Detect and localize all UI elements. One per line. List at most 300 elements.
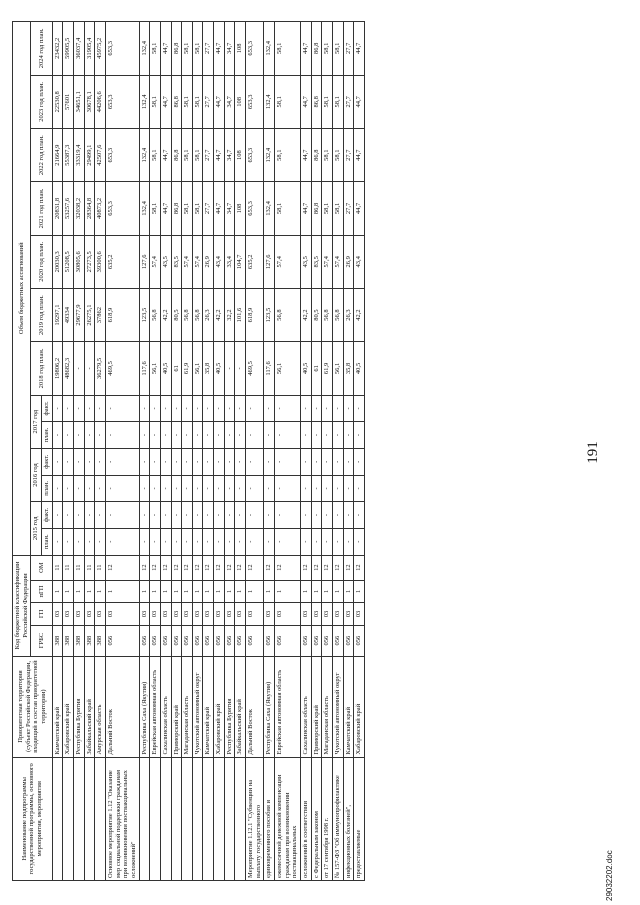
value-cell: 34,7 [224,22,235,76]
value-cell: - [105,448,139,475]
value-cell: - [95,395,106,422]
pgp-cell: 1 [311,580,322,602]
value-cell: - [214,448,225,475]
program-cell [150,757,161,880]
value-cell: - [139,502,150,529]
value-cell: - [275,502,301,529]
pgp-cell: 1 [150,580,161,602]
value-cell: 45975,2 [95,22,106,76]
value-cell: - [322,422,333,449]
om-cell: 12 [192,555,203,580]
program-cell: с Федеральным законом [311,757,322,880]
value-cell: 58,1 [333,75,344,128]
value-cell: - [301,502,312,529]
value-cell: 61,9 [322,342,333,395]
value-cell: - [192,448,203,475]
territory-cell: Амурская область [95,656,106,757]
value-cell: 26,3 [203,288,214,341]
value-cell: - [246,502,264,529]
value-cell: - [235,475,246,502]
value-cell: 42507,6 [95,129,106,182]
value-cell: - [246,395,264,422]
header-fact: факт. [41,448,52,475]
value-cell: 86,8 [171,75,182,128]
om-cell: 12 [203,555,214,580]
value-cell: - [333,475,344,502]
pgp-cell: 1 [182,580,193,602]
value-cell: - [311,475,322,502]
om-cell: 12 [246,555,264,580]
program-cell [95,757,106,880]
value-cell: 132,4 [139,22,150,76]
pgp-cell: 1 [192,580,203,602]
table-row [343,22,354,881]
value-cell: 56,8 [322,288,333,341]
value-cell: 35,8 [203,342,214,395]
header-2017: 2017 год [31,395,42,448]
value-cell: 57601 [63,75,74,128]
pgp-cell: 1 [95,580,106,602]
om-cell: 12 [264,555,275,580]
value-cell: 132,4 [264,182,275,235]
value-cell: - [95,448,106,475]
program-cell [224,757,235,880]
value-cell: 132,4 [139,182,150,235]
value-cell: - [311,502,322,529]
program-cell [84,757,95,880]
program-cell: Основное мероприятие 1.12 "Оказание мер социальной поддержки гражданам при возникновении поствакцинальных осложнений" [105,757,139,880]
value-cell: 44,7 [354,129,365,182]
program-cell [214,757,225,880]
table-row [275,22,301,881]
value-cell: - [264,475,275,502]
value-cell: - [214,502,225,529]
om-cell: 12 [224,555,235,580]
value-cell: - [203,395,214,422]
value-cell: 27,7 [343,182,354,235]
territory-cell: Республика Саха (Якутия) [139,656,150,757]
value-cell: - [235,448,246,475]
value-cell: 44,7 [214,182,225,235]
value-cell: 653,3 [105,22,139,76]
value-cell: 19297,1 [52,288,63,341]
value-cell: - [322,475,333,502]
value-cell: - [322,502,333,529]
program-cell [52,757,63,880]
territory-cell: Сахалинская область [160,656,171,757]
value-cell: 27,7 [343,22,354,76]
value-cell: - [275,528,301,555]
pgp-cell: 1 [84,580,95,602]
value-cell: - [105,395,139,422]
value-cell: 44,7 [301,75,312,128]
territory-cell: Сахалинская область [301,656,312,757]
value-cell: - [214,528,225,555]
value-cell: - [333,502,344,529]
value-cell: - [246,528,264,555]
grbs-cell: 056 [203,625,214,656]
value-cell: 27,7 [343,75,354,128]
value-cell: 58,1 [192,22,203,76]
value-cell: 40,5 [214,342,225,395]
value-cell: 123,5 [264,288,275,341]
gp-cell: 03 [63,603,74,625]
value-cell: 58,1 [150,75,161,128]
grbs-cell: 056 [333,625,344,656]
value-cell: 635,2 [105,235,139,288]
pgp-cell: 1 [354,580,365,602]
pgp-cell: 1 [203,580,214,602]
value-cell: 44206,6 [95,75,106,128]
value-cell: 86,8 [171,22,182,76]
value-cell: 36037,4 [73,22,84,76]
gp-cell: 03 [192,603,203,625]
territory-cell: Забайкальский край [235,656,246,757]
value-cell: 132,4 [264,75,275,128]
value-cell: - [224,475,235,502]
value-cell: 58,1 [192,75,203,128]
table-row [182,22,193,881]
territory-cell: Магаданская область [322,656,333,757]
value-cell: 61 [311,342,322,395]
value-cell: 33,4 [224,235,235,288]
table-row [52,22,63,881]
value-cell: 27,7 [203,75,214,128]
value-cell: 26,9 [343,235,354,288]
table-row [214,22,225,881]
gp-cell: 03 [322,603,333,625]
om-cell: 12 [301,555,312,580]
gp-cell: 03 [105,603,139,625]
value-cell: - [235,395,246,422]
value-cell: 56,8 [275,288,301,341]
program-cell [182,757,193,880]
value-cell: - [150,528,161,555]
value-cell: - [311,422,322,449]
value-cell: - [192,502,203,529]
pgp-cell: 1 [301,580,312,602]
value-cell: 42,2 [160,288,171,341]
grbs-cell: 056 [192,625,203,656]
pgp-cell: 1 [171,580,182,602]
header-2024: 2024 год план. [31,22,52,76]
value-cell: - [354,422,365,449]
gp-cell: 03 [150,603,161,625]
gp-cell: 03 [214,603,225,625]
value-cell: 56,8 [182,288,193,341]
table-row [73,22,84,881]
territory-cell: Магаданская область [182,656,193,757]
territory-cell: Еврейская автономная область [275,656,301,757]
value-cell: 32038,2 [73,182,84,235]
grbs-cell: 056 [343,625,354,656]
value-cell: 29499,1 [84,129,95,182]
table-row [105,22,139,881]
value-cell: 127,6 [139,235,150,288]
value-cell: - [203,502,214,529]
value-cell: 51208,5 [63,235,74,288]
value-cell: - [214,395,225,422]
value-cell: - [105,502,139,529]
value-cell: - [203,528,214,555]
value-cell: 123,5 [139,288,150,341]
value-cell: 58,1 [275,22,301,76]
value-cell: - [160,528,171,555]
value-cell: - [73,395,84,422]
header-2016: 2016 год [31,448,42,501]
value-cell: - [73,448,84,475]
pgp-cell: 1 [63,580,74,602]
om-cell: 12 [322,555,333,580]
header-2019: 2019 год план. [31,288,52,341]
territory-cell: Хабаровский край [354,656,365,757]
value-cell: 108 [235,75,246,128]
value-cell: - [160,475,171,502]
header-2022: 2022 год план. [31,129,52,182]
gp-cell: 03 [301,603,312,625]
om-cell: 11 [84,555,95,580]
value-cell: - [84,448,95,475]
value-cell: 27,7 [203,129,214,182]
value-cell: - [322,528,333,555]
value-cell: - [235,502,246,529]
value-cell: - [203,448,214,475]
value-cell: - [343,448,354,475]
value-cell: - [333,528,344,555]
value-cell: - [354,502,365,529]
value-cell: 44,7 [214,129,225,182]
grbs-cell: 056 [171,625,182,656]
value-cell: - [301,422,312,449]
om-cell: 11 [63,555,74,580]
value-cell: - [235,422,246,449]
value-cell: - [160,448,171,475]
value-cell: 22530,8 [52,75,63,128]
value-cell: 21664,9 [52,129,63,182]
territory-cell: Республика Бурятия [73,656,84,757]
value-cell: - [214,422,225,449]
value-cell: - [354,475,365,502]
program-cell: предоставляемые [354,757,365,880]
header-gp: ГП [31,603,52,625]
value-cell: 56,1 [150,342,161,395]
header-2018: 2018 год план. [31,342,52,395]
value-cell: 58,1 [275,75,301,128]
grbs-cell: 388 [84,625,95,656]
gp-cell: 03 [343,603,354,625]
value-cell: - [73,342,84,395]
territory-cell: Приморский край [311,656,322,757]
gp-cell: 03 [171,603,182,625]
value-cell: 34,7 [224,129,235,182]
gp-cell: 03 [224,603,235,625]
table-row [322,22,333,881]
grbs-cell: 056 [246,625,264,656]
value-cell: 132,4 [139,129,150,182]
value-cell: - [52,528,63,555]
value-cell: 39300,6 [95,235,106,288]
header-plan: план. [41,422,52,449]
table-header [13,22,53,881]
value-cell: 30678,1 [84,75,95,128]
program-cell: осложнений в соответствии [301,757,312,880]
value-cell: 26275,1 [84,288,95,341]
value-cell: - [171,475,182,502]
value-cell: - [192,528,203,555]
value-cell: 44,7 [160,75,171,128]
value-cell: - [171,422,182,449]
value-cell: - [150,422,161,449]
program-cell [171,757,182,880]
value-cell: - [63,475,74,502]
value-cell: 58,1 [182,129,193,182]
value-cell: 27273,5 [84,235,95,288]
header-plan: план. [41,475,52,502]
om-cell: 12 [105,555,139,580]
value-cell: - [84,528,95,555]
value-cell: 42,2 [354,288,365,341]
value-cell: - [73,422,84,449]
value-cell: 19806,2 [52,342,63,395]
gp-cell: 03 [182,603,193,625]
grbs-cell: 056 [311,625,322,656]
gp-cell: 03 [264,603,275,625]
value-cell: - [95,422,106,449]
value-cell: 653,3 [246,75,264,128]
value-cell: 58,1 [150,129,161,182]
value-cell: - [343,475,354,502]
table-row [224,22,235,881]
value-cell: 469,5 [105,342,139,395]
gp-cell: 03 [235,603,246,625]
value-cell: 86,8 [171,129,182,182]
territory-cell: Камчатский край [343,656,354,757]
territory-cell: Камчатский край [203,656,214,757]
value-cell: 44,7 [214,22,225,76]
value-cell: 49334 [63,288,74,341]
table-row [192,22,203,881]
value-cell: - [105,422,139,449]
value-cell: 117,6 [264,342,275,395]
value-cell: 132,4 [139,75,150,128]
value-cell: 132,4 [264,22,275,76]
territory-cell: Чукотский автономный округ [192,656,203,757]
value-cell: 58,1 [182,182,193,235]
value-cell: - [63,395,74,422]
value-cell: - [52,475,63,502]
value-cell: 61,9 [182,342,193,395]
value-cell: 56,1 [333,342,344,395]
value-cell: 57,4 [150,235,161,288]
value-cell: 58,1 [182,75,193,128]
value-cell: 43,5 [160,235,171,288]
value-cell: 40873,2 [95,182,106,235]
header-2023: 2023 год план. [31,75,52,128]
value-cell: 57,4 [192,235,203,288]
value-cell: 44,7 [214,75,225,128]
value-cell: 28364,8 [84,182,95,235]
value-cell: 58,1 [275,129,301,182]
value-cell: - [343,502,354,529]
territory-cell: Хабаровский край [214,656,225,757]
value-cell: 58,1 [150,22,161,76]
value-cell: - [275,422,301,449]
value-cell: 42,2 [214,288,225,341]
value-cell: 83,5 [311,235,322,288]
value-cell: - [354,528,365,555]
value-cell: - [160,395,171,422]
program-cell: от 17 сентября 1998 г. [322,757,333,880]
value-cell: 58,1 [322,129,333,182]
value-cell: - [333,448,344,475]
value-cell: - [203,475,214,502]
grbs-cell: 056 [182,625,193,656]
value-cell: - [235,528,246,555]
value-cell: - [333,395,344,422]
om-cell: 12 [171,555,182,580]
value-cell: - [311,448,322,475]
value-cell: - [192,475,203,502]
value-cell: 26,3 [343,288,354,341]
value-cell: - [63,422,74,449]
value-cell: - [95,528,106,555]
pgp-cell: 1 [264,580,275,602]
value-cell: - [246,422,264,449]
budget-table [12,21,365,881]
value-cell: 34651,1 [73,75,84,128]
value-cell: 56,1 [192,342,203,395]
value-cell: 127,6 [264,235,275,288]
pgp-cell: 1 [343,580,354,602]
value-cell: 53257,6 [63,182,74,235]
gp-cell: 03 [354,603,365,625]
value-cell: 58,1 [322,75,333,128]
value-cell: 58,1 [192,129,203,182]
gp-cell: 03 [203,603,214,625]
om-cell: 12 [139,555,150,580]
value-cell: 43,5 [301,235,312,288]
value-cell: 57,4 [333,235,344,288]
header-om: ОМ [31,555,52,580]
value-cell: - [150,448,161,475]
value-cell: - [224,422,235,449]
value-cell: 40,5 [301,342,312,395]
value-cell: - [52,448,63,475]
territory-cell: Дальний Восток [246,656,264,757]
pgp-cell: 1 [52,580,63,602]
value-cell: - [224,395,235,422]
value-cell: 44,7 [354,182,365,235]
program-cell: № 157-ФЗ "Об иммунопрофилактике [333,757,344,880]
om-cell: 11 [73,555,84,580]
table-row [311,22,322,881]
table-row [354,22,365,881]
value-cell: 56,8 [333,288,344,341]
header-program: Наименование подпрограммы государственной программы, основного мероприятия, мероприятия [13,757,53,880]
value-cell: - [182,422,193,449]
program-cell [73,757,84,880]
value-cell: - [52,502,63,529]
value-cell: 58,1 [182,22,193,76]
value-cell: 108 [235,22,246,76]
header-2015: 2015 год [31,502,42,555]
program-cell: инфекционных болезней", [343,757,354,880]
value-cell: 20831,8 [52,182,63,235]
value-cell: 108 [235,182,246,235]
territory-cell: Хабаровский край [63,656,74,757]
value-cell: - [63,502,74,529]
value-cell: - [84,422,95,449]
